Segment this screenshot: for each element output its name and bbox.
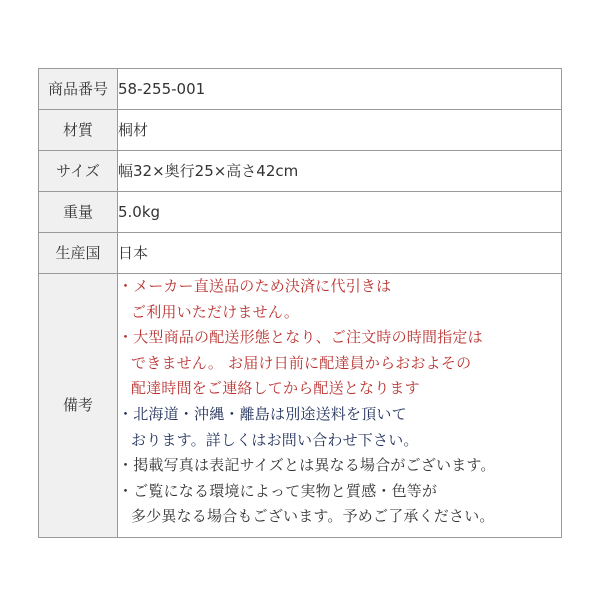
spec-value: 日本 bbox=[118, 233, 562, 274]
spec-row-product-number bbox=[39, 69, 562, 110]
note-line: ・大型商品の配送形態となり、ご注文時の時間指定は bbox=[118, 328, 483, 347]
note-item bbox=[118, 325, 561, 402]
note-item bbox=[118, 274, 561, 325]
spec-label: サイズ bbox=[39, 151, 118, 192]
note-item bbox=[118, 479, 561, 530]
notes-list bbox=[118, 274, 562, 538]
note-line: できません。 お届け日前に配達員からおおよその bbox=[131, 353, 472, 372]
spec-label: 商品番号 bbox=[39, 69, 118, 110]
note-line: 多少異なる場合もございます。予めご了承ください。 bbox=[131, 507, 495, 526]
spec-row-material bbox=[39, 110, 562, 151]
note-line: 配達時間をご連絡してから配送となります bbox=[131, 379, 420, 398]
spec-label: 生産国 bbox=[39, 233, 118, 274]
product-spec-table bbox=[38, 68, 562, 538]
spec-value: 5.0kg bbox=[118, 192, 562, 233]
note-item bbox=[118, 402, 561, 453]
note-line: ・メーカー直送品のため決済に代引きは bbox=[118, 277, 392, 295]
spec-row-notes bbox=[39, 274, 562, 538]
spec-value: 幅32×奥行25×高さ42cm bbox=[118, 151, 562, 192]
spec-label: 重量 bbox=[39, 192, 118, 233]
spec-row-weight bbox=[39, 192, 562, 233]
note-line: おります。詳しくはお問い合わせ下さい。 bbox=[131, 430, 419, 449]
spec-row-origin bbox=[39, 233, 562, 274]
note-line: ・掲載写真は表記サイズとは異なる場合がございます。 bbox=[118, 456, 496, 475]
spec-row-size bbox=[39, 151, 562, 192]
note-line: ご利用いただけません。 bbox=[131, 302, 300, 321]
spec-value: 58-255-001 bbox=[118, 69, 562, 110]
spec-label: 材質 bbox=[39, 110, 118, 151]
note-item bbox=[118, 453, 561, 479]
note-line: ・ご覧になる環境によって実物と質感・色等が bbox=[118, 481, 438, 500]
notes-label: 備考 bbox=[39, 274, 118, 538]
spec-value: 桐材 bbox=[118, 110, 562, 151]
note-line: ・北海道・沖縄・離島は別途送料を頂いて bbox=[118, 404, 407, 423]
